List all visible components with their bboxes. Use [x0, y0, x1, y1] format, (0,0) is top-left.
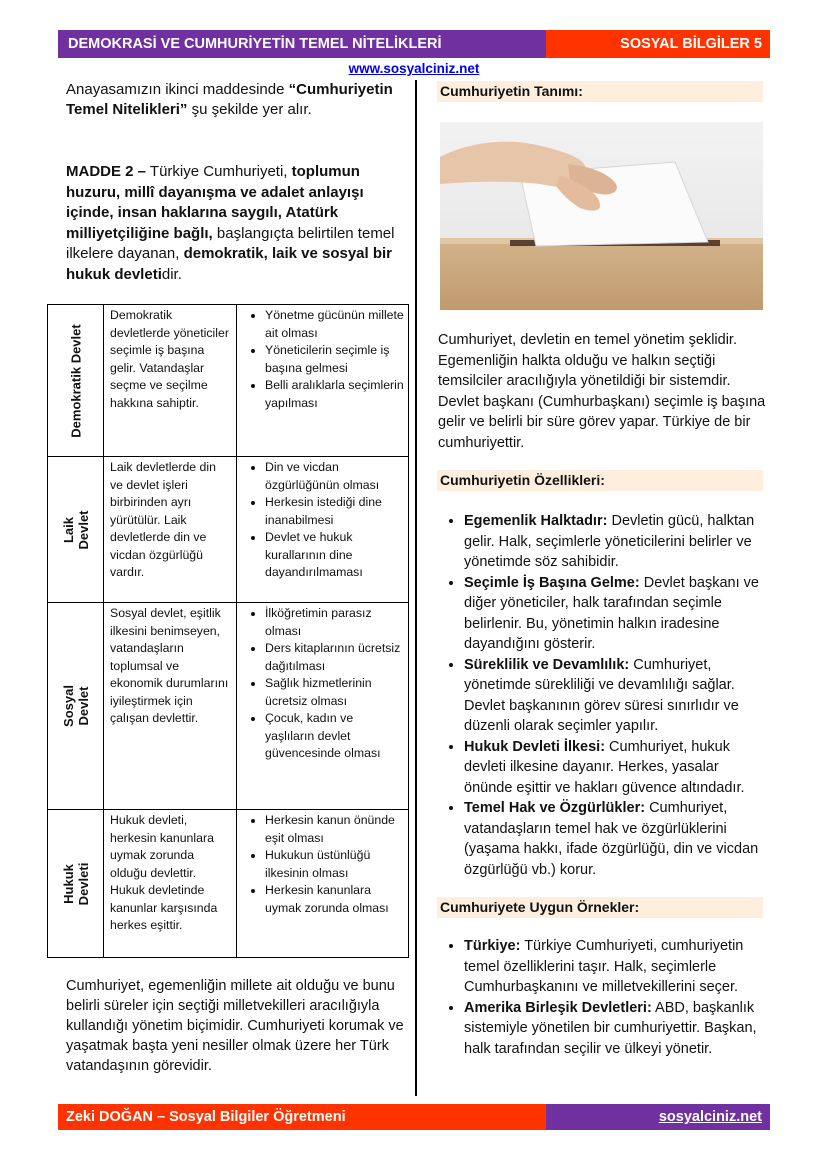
header-subject: SOSYAL BİLGİLER 5: [546, 30, 770, 58]
row-heading: Laik Devlet: [60, 509, 91, 550]
row-description: Laik devletlerde din ve devlet işleri birbirinden ayrı yürütülür. Laik devletlerde din ve vicdan özgürlüğü vardır.: [104, 457, 237, 603]
list-item: • Temel Hak ve Özgürlükler: Cumhuriyet, vatandaşların temel hak ve özgürlüklerini (yaşama hakkı, ifade özgürlüğü, din ve vicdan özgürlüğü vb.) korur.: [464, 798, 768, 880]
examples-heading: Cumhuriyete Uygun Örnekler:: [437, 897, 763, 918]
row-description: Sosyal devlet, eşitlik ilkesini benimseyen, vatandaşların toplumsal ve ekonomik durumlarını iyileştirmek için çalışan devlettir.: [104, 603, 237, 810]
list-item: • Herkesin istediği dine inanabilmesi: [265, 494, 404, 529]
list-item: • Çocuk, kadın ve yaşlıların devlet güvencesinde olması: [265, 710, 404, 763]
table-row: [48, 305, 409, 457]
list-item: • Egemenlik Halktadır: Devletin gücü, halktan gelir. Halk, seçimlerle yöneticilerini belirler ve yönetimde söz sahibidir.: [464, 511, 768, 573]
list-item: • Belli aralıklarla seçimlerin yapılması: [265, 377, 404, 412]
row-description: Hukuk devleti, herkesin kanunlara uymak zorunda olduğu devlettir. Hukuk devletinde kanunlar karşısında herkes eşittir.: [104, 810, 237, 958]
row-heading: Demokratik Devlet: [68, 323, 83, 438]
footer-site-link[interactable]: sosyalciniz.net: [546, 1104, 770, 1130]
definition-text: Cumhuriyet, devletin en temel yönetim şeklidir. Egemenliğin halkta olduğu ve halkın seçtiği temsilciler aracılığıyla yönetildiği bir sistemdir. Devlet başkanı (Cumhurbaşkanı) seçimle iş başına gelir ve belirli bir süre görev yapar. Türkiye de bir cumhuriyettir.: [438, 332, 766, 451]
footer-author: Zeki DOĞAN – Sosyal Bilgiler Öğretmeni: [58, 1104, 546, 1130]
list-item: • Yöneticilerin seçimle iş başına gelmesi: [265, 342, 404, 377]
row-heading: Hukuk Devleti: [60, 862, 91, 905]
state-types-table: [47, 304, 409, 958]
list-item: • Sağlık hizmetlerinin ücretsiz olması: [265, 675, 404, 710]
list-item: • Devlet ve hukuk kurallarının dine dayandırılmaması: [265, 529, 404, 582]
list-item: • Herkesin kanun önünde eşit olması: [265, 812, 404, 847]
features-heading: Cumhuriyetin Özellikleri:: [437, 470, 763, 491]
list-item: • Herkesin kanunlara uymak zorunda olması: [265, 882, 404, 917]
list-item: • Hukukun üstünlüğü ilkesinin olması: [265, 847, 404, 882]
list-item: • Din ve vicdan özgürlüğünün olması: [265, 459, 404, 494]
list-item: • Ders kitaplarının ücretsiz dağıtılması: [265, 640, 404, 675]
republic-summary-paragraph: Cumhuriyet, egemenliğin millete ait olduğu ve bunu belirli süreler için seçtiği milletvekilleri aracılığıyla kullandığı yönetim biçimidir. Cumhuriyeti korumak ve yaşatmak başta yeni nesiller olmak üzere her Türk vatandaşının görevidir.: [66, 978, 404, 1074]
ballot-box-photo: [440, 122, 763, 310]
page-footer: [58, 1104, 770, 1130]
examples-list: [438, 936, 768, 1059]
row-description: Demokratik devletlerde yöneticiler seçimle iş başına gelir. Vatandaşlar seçme ve seçilme hakkına sahiptir.: [104, 305, 237, 457]
madde-2-paragraph: MADDE 2 – Türkiye Cumhuriyeti, toplumun huzuru, millî dayanışma ve adalet anlayışı içinde, insan haklarına saygılı, Atatürk milliyetçiliğine bağlı, başlangıçta belirtilen temel ilkelere dayanan, demokratik, laik ve sosyal bir hukuk devletidir.: [66, 163, 395, 283]
site-link[interactable]: www.sosyalciniz.net: [348, 61, 480, 76]
column-divider: [415, 80, 417, 1096]
list-item: • Hukuk Devleti İlkesi: Cumhuriyet, hukuk devleti ilkesine dayanır. Herkes, yasalar önünde eşittir ve hakları güvence altındadır.: [464, 737, 768, 799]
table-row: [48, 457, 409, 603]
list-item: • Amerika Birleşik Devletleri: ABD, başkanlık sistemiyle yönetilen bir cumhuriyettir. Başkan, halk tarafından seçilir ve ülkeyi yönetir.: [464, 998, 768, 1060]
header-title: DEMOKRASİ VE CUMHURİYETİN TEMEL NİTELİKLERİ: [58, 30, 546, 58]
definition-heading: Cumhuriyetin Tanımı:: [437, 81, 763, 102]
table-row: [48, 810, 409, 958]
row-heading: Sosyal Devlet: [60, 685, 91, 727]
list-item: • Yönetme gücünün millete ait olması: [265, 307, 404, 342]
features-list: [438, 511, 768, 880]
list-item: • İlköğretimin parasız olması: [265, 605, 404, 640]
table-row: [48, 603, 409, 810]
page-header: [58, 30, 770, 58]
intro-paragraph: Anayasamızın ikinci maddesinde “Cumhuriyetin Temel Nitelikleri” şu şekilde yer alır.: [66, 81, 393, 118]
list-item: • Süreklilik ve Devamlılık: Cumhuriyet, yönetimde sürekliliği ve devamlılığı sağlar. Devlet başkanının görev süresi sınırlıdır ve düzenli olarak seçimler yapılır.: [464, 655, 768, 737]
list-item: • Seçimle İş Başına Gelme: Devlet başkanı ve diğer yöneticiler, halk tarafından seçimle belirlenir. Bu, yönetimin halkın iradesine dayandığını gösterir.: [464, 573, 768, 655]
list-item: • Türkiye: Türkiye Cumhuriyeti, cumhuriyetin temel özelliklerini taşır. Halk, seçimlerle Cumhurbaşkanını ve milletvekillerini seçer.: [464, 936, 768, 998]
